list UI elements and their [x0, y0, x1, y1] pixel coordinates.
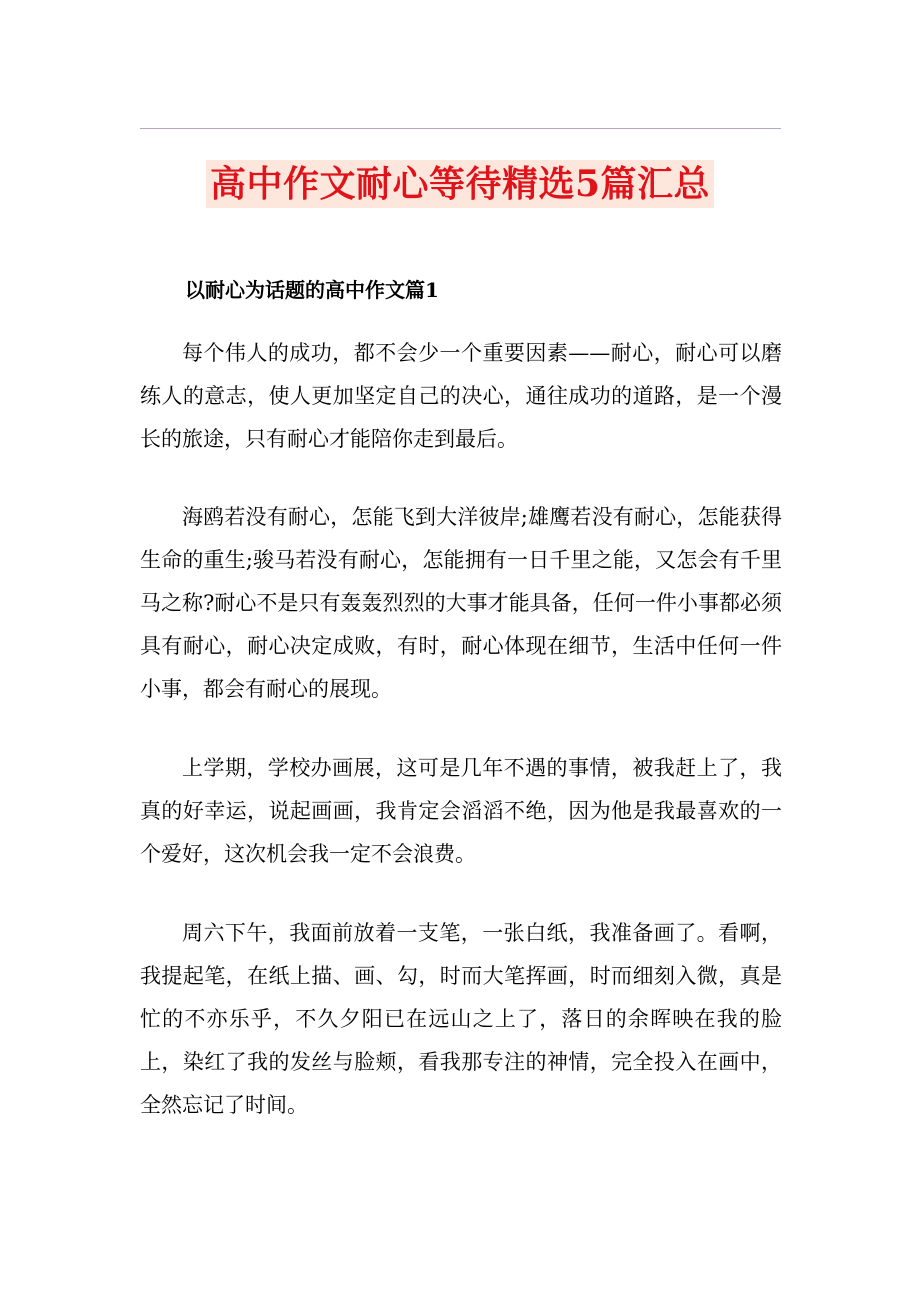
title-container	[0, 160, 920, 208]
top-divider	[140, 128, 781, 129]
section-heading: 以耐心为话题的高中作文篇1	[185, 278, 439, 302]
document-title: 高中作文耐心等待精选5篇汇总	[206, 160, 714, 208]
paragraph-2: 海鸥若没有耐心，怎能飞到大洋彼岸;雄鹰若没有耐心，怎能获得生命的重生;骏马若没有耐心，怎能拥有一日千里之能，又怎会有千里马之称?耐心不是只有轰轰烈烈的大事才能具备，任何一件小事都必须具有耐心，耐心决定成败，有时，耐心体现在细节，生活中任何一件小事，都会有耐心的展现。	[140, 505, 782, 701]
paragraph-3: 上学期，学校办画展，这可是几年不遇的事情，被我赶上了，我真的好幸运，说起画画，我肯定会滔滔不绝，因为他是我最喜欢的一个爱好，这次机会我一定不会浪费。	[140, 756, 782, 866]
paragraph-1: 每个伟人的成功，都不会少一个重要因素——耐心，耐心可以磨练人的意志，使人更加坚定自己的决心，通往成功的道路，是一个漫长的旅途，只有耐心才能陪你走到最后。	[140, 341, 782, 451]
paragraph-4: 周六下午，我面前放着一支笔，一张白纸，我准备画了。看啊，我提起笔，在纸上描、画、勾，时而大笔挥画，时而细刻入微，真是忙的不亦乐乎，不久夕阳已在远山之上了，落日的余晖映在我的脸上，染红了我的发丝与脸颊，看我那专注的神情，完全投入在画中，全然忘记了时间。	[140, 921, 782, 1117]
